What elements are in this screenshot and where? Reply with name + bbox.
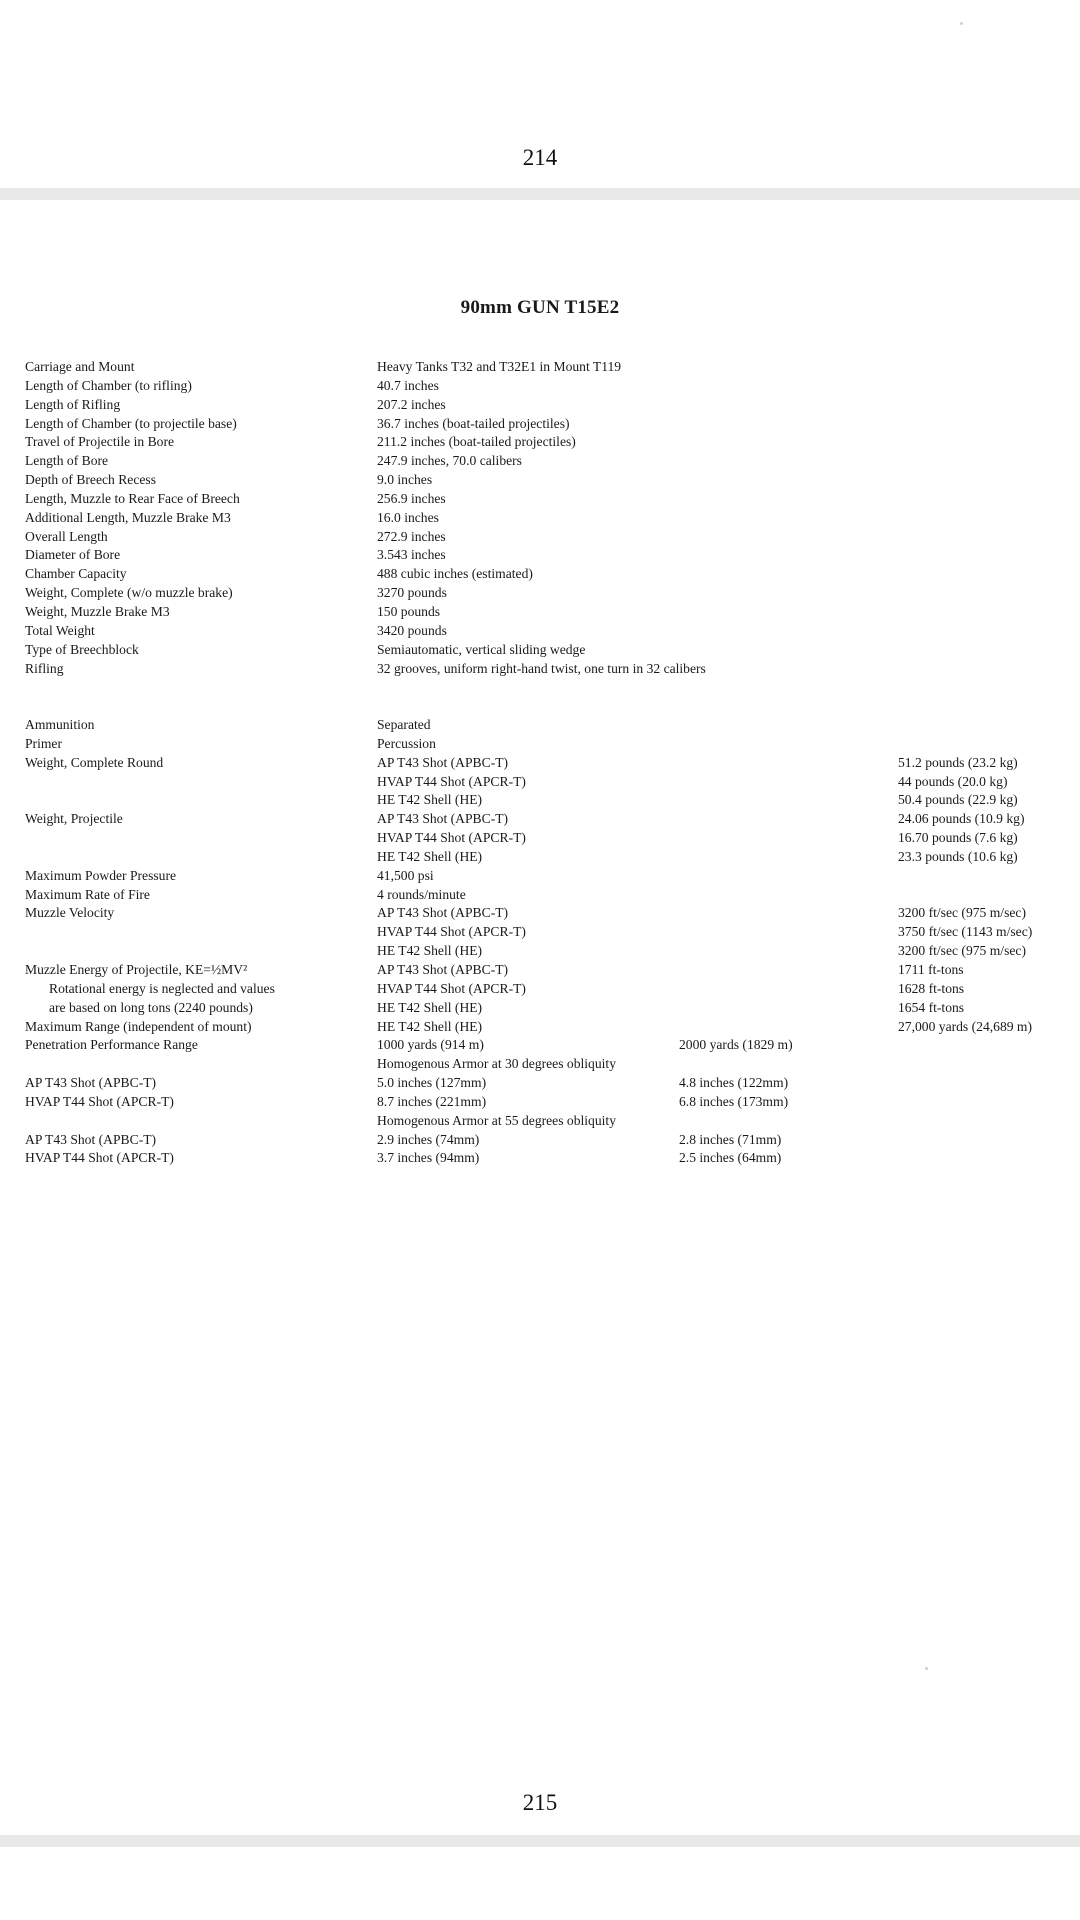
- spec-value: 16.0 inches: [377, 509, 439, 525]
- spec-value: 247.9 inches, 70.0 calibers: [377, 453, 522, 469]
- spec-label-note: are based on long tons (2240 pounds): [49, 999, 253, 1015]
- spec-row: [25, 1055, 1070, 1074]
- spec-right-value: 44 pounds (20.0 kg): [898, 773, 1008, 789]
- spec-label: Maximum Powder Pressure: [25, 867, 177, 883]
- spec-value: HVAP T44 Shot (APCR-T): [377, 924, 526, 940]
- spec-row: [25, 490, 1070, 509]
- spec-label: Rifling: [25, 660, 64, 676]
- spec-right-value: 23.3 pounds (10.6 kg): [898, 848, 1018, 864]
- spec-value: 32 grooves, uniform right-hand twist, one turn in 32 calibers: [377, 660, 706, 676]
- spec-label: Muzzle Energy of Projectile, KE=½MV²: [25, 962, 248, 977]
- spec-label: Length of Chamber (to rifling): [25, 377, 192, 393]
- spec-row: [25, 528, 1070, 547]
- page-divider-bottom: [0, 1835, 1080, 1847]
- spec-value: HE T42 Shell (HE): [377, 999, 483, 1015]
- spec-right-value: 3750 ft/sec (1143 m/sec): [898, 924, 1033, 940]
- spec-label: Type of Breechblock: [25, 641, 139, 657]
- spec-label: Muzzle Velocity: [25, 905, 115, 921]
- spec-row: [25, 829, 1070, 848]
- spec-row: [25, 1074, 1070, 1093]
- spec-label: AP T43 Shot (APBC-T): [25, 1131, 157, 1147]
- spec-right-value: 50.4 pounds (22.9 kg): [898, 792, 1018, 808]
- page-number-bottom: 215: [522, 1790, 558, 1815]
- spec-mid-value: 2.5 inches (64mm): [679, 1150, 782, 1166]
- spec-label: HVAP T44 Shot (APCR-T): [25, 1093, 174, 1109]
- spec-label: Maximum Range (independent of mount): [25, 1018, 252, 1034]
- spec-value: 256.9 inches: [377, 490, 446, 506]
- spec-row: [25, 660, 1070, 698]
- spec-row: [25, 358, 1070, 377]
- spec-value: 3270 pounds: [377, 585, 447, 601]
- spec-value: 8.7 inches (221mm): [377, 1093, 487, 1109]
- spec-value: 2.9 inches (74mm): [377, 1131, 480, 1147]
- spec-value: Semiautomatic, vertical sliding wedge: [377, 641, 586, 657]
- spec-label: Carriage and Mount: [25, 359, 135, 374]
- spec-value: HE T42 Shell (HE): [377, 848, 483, 864]
- spec-label: Weight, Complete Round: [25, 754, 164, 770]
- spec-value: 150 pounds: [377, 603, 441, 619]
- spec-label: Chamber Capacity: [25, 566, 127, 582]
- spec-row: [25, 791, 1070, 810]
- spec-right-value: 1628 ft-tons: [898, 980, 965, 996]
- spec-label: Diameter of Bore: [25, 547, 121, 563]
- spec-label: Weight, Projectile: [25, 811, 123, 827]
- spec-value: 41,500 psi: [377, 867, 434, 883]
- spec-row: [25, 754, 1070, 773]
- spec-table: [25, 358, 1070, 1168]
- spec-label: Length, Muzzle to Rear Face of Breech: [25, 490, 240, 506]
- spec-row: [25, 848, 1070, 867]
- spec-value: HE T42 Shell (HE): [377, 943, 483, 959]
- spec-row: [25, 509, 1070, 528]
- spec-value: 36.7 inches (boat-tailed projectiles): [377, 415, 570, 431]
- spec-value: HVAP T44 Shot (APCR-T): [377, 830, 526, 846]
- spec-value: 3.543 inches: [377, 547, 446, 563]
- spec-value: 1000 yards (914 m): [377, 1037, 484, 1053]
- spec-value: Percussion: [377, 735, 436, 751]
- spec-row: [25, 867, 1070, 886]
- spec-row: [25, 980, 1070, 999]
- spec-row: [25, 999, 1070, 1018]
- spec-row: [25, 1149, 1070, 1168]
- page-number-top: 214: [522, 145, 558, 170]
- spec-mid-value: 6.8 inches (173mm): [679, 1093, 789, 1109]
- spec-value: AP T43 Shot (APBC-T): [377, 905, 509, 921]
- spec-mid-value: 4.8 inches (122mm): [679, 1075, 789, 1091]
- spec-row: [25, 452, 1070, 471]
- spec-label: HVAP T44 Shot (APCR-T): [25, 1150, 174, 1166]
- spec-row: [25, 622, 1070, 641]
- spec-row: [25, 377, 1070, 396]
- page-divider-top: [0, 188, 1080, 200]
- spec-label: Additional Length, Muzzle Brake M3: [25, 509, 231, 525]
- spec-row: [25, 735, 1070, 754]
- spec-label: Travel of Projectile in Bore: [25, 434, 175, 450]
- spec-row: [25, 1093, 1070, 1112]
- spec-value: 4 rounds/minute: [377, 886, 466, 902]
- spec-right-value: 16.70 pounds (7.6 kg): [898, 830, 1018, 846]
- spec-row: [25, 716, 1070, 735]
- spec-right-value: 3200 ft/sec (975 m/sec): [898, 943, 1026, 959]
- armor-heading: Homogenous Armor at 55 degrees obliquity: [377, 1112, 616, 1128]
- spec-row: [25, 886, 1070, 905]
- spec-value: HE T42 Shell (HE): [377, 1018, 483, 1034]
- armor-heading: Homogenous Armor at 30 degrees obliquity: [377, 1056, 616, 1072]
- spec-label: Total Weight: [25, 622, 95, 638]
- spec-row: [25, 961, 1070, 980]
- spec-label: Weight, Muzzle Brake M3: [25, 603, 170, 619]
- spec-value: 488 cubic inches (estimated): [377, 566, 533, 582]
- spec-label-note: Rotational energy is neglected and values: [49, 980, 275, 996]
- spec-row: [25, 904, 1070, 923]
- spec-value: 272.9 inches: [377, 528, 446, 544]
- spec-row: [25, 810, 1070, 829]
- spec-label: Overall Length: [25, 528, 108, 544]
- spec-label: Weight, Complete (w/o muzzle brake): [25, 585, 233, 601]
- page-title: 90mm GUN T15E2: [460, 297, 620, 318]
- spec-row: [25, 773, 1070, 792]
- spec-label: Primer: [25, 735, 62, 751]
- spec-value: AP T43 Shot (APBC-T): [377, 962, 509, 977]
- spec-row: [25, 1131, 1070, 1150]
- spec-value: 9.0 inches: [377, 472, 433, 488]
- spec-label: Length of Bore: [25, 453, 109, 469]
- spec-value: 207.2 inches: [377, 396, 446, 412]
- spec-right-value: 51.2 pounds (23.2 kg): [898, 754, 1018, 770]
- spec-row: [25, 415, 1070, 434]
- spec-label: Depth of Breech Recess: [25, 472, 156, 488]
- spec-row: [25, 641, 1070, 660]
- spec-row: [25, 1112, 1070, 1131]
- spec-value: 211.2 inches (boat-tailed projectiles): [377, 434, 576, 450]
- spec-mid-value: 2.8 inches (71mm): [679, 1131, 782, 1147]
- spec-row: [25, 433, 1070, 452]
- spec-value: HVAP T44 Shot (APCR-T): [377, 980, 526, 996]
- spec-row: [25, 603, 1070, 622]
- spec-right-value: 1654 ft-tons: [898, 999, 965, 1015]
- spec-label: Ammunition: [25, 717, 95, 733]
- spec-value: AP T43 Shot (APBC-T): [377, 754, 509, 770]
- spec-label: Length of Rifling: [25, 396, 121, 412]
- spec-row: [25, 1036, 1070, 1055]
- spec-value: 40.7 inches: [377, 377, 439, 393]
- spec-value: Heavy Tanks T32 and T32E1 in Mount T119: [377, 359, 622, 374]
- spec-value: HVAP T44 Shot (APCR-T): [377, 773, 526, 789]
- spec-mid-value: 2000 yards (1829 m): [679, 1037, 793, 1053]
- spec-label: AP T43 Shot (APBC-T): [25, 1075, 157, 1091]
- spec-right-value: 3200 ft/sec (975 m/sec): [898, 905, 1026, 921]
- spec-value: Separated: [377, 717, 431, 733]
- spec-value: 3.7 inches (94mm): [377, 1150, 480, 1166]
- spec-row: [25, 942, 1070, 961]
- spec-right-value: 1711 ft-tons: [898, 962, 964, 977]
- spec-row: [25, 1018, 1070, 1037]
- spec-row: [25, 396, 1070, 415]
- spec-label: Maximum Rate of Fire: [25, 886, 150, 902]
- scan-speck: [960, 22, 963, 25]
- spec-row: [25, 584, 1070, 603]
- spec-row: [25, 471, 1070, 490]
- spec-value: 3420 pounds: [377, 622, 447, 638]
- spec-row: [25, 546, 1070, 565]
- spec-value: AP T43 Shot (APBC-T): [377, 811, 509, 827]
- spec-value: HE T42 Shell (HE): [377, 792, 483, 808]
- spec-value: 5.0 inches (127mm): [377, 1075, 487, 1091]
- scan-speck: [925, 1667, 928, 1670]
- spec-right-value: 24.06 pounds (10.9 kg): [898, 811, 1025, 827]
- spec-row: [25, 565, 1070, 584]
- spec-right-value: 27,000 yards (24,689 m): [898, 1018, 1033, 1034]
- spec-row: [25, 923, 1070, 942]
- spec-label: Length of Chamber (to projectile base): [25, 415, 237, 431]
- spec-label: Penetration Performance Range: [25, 1037, 198, 1053]
